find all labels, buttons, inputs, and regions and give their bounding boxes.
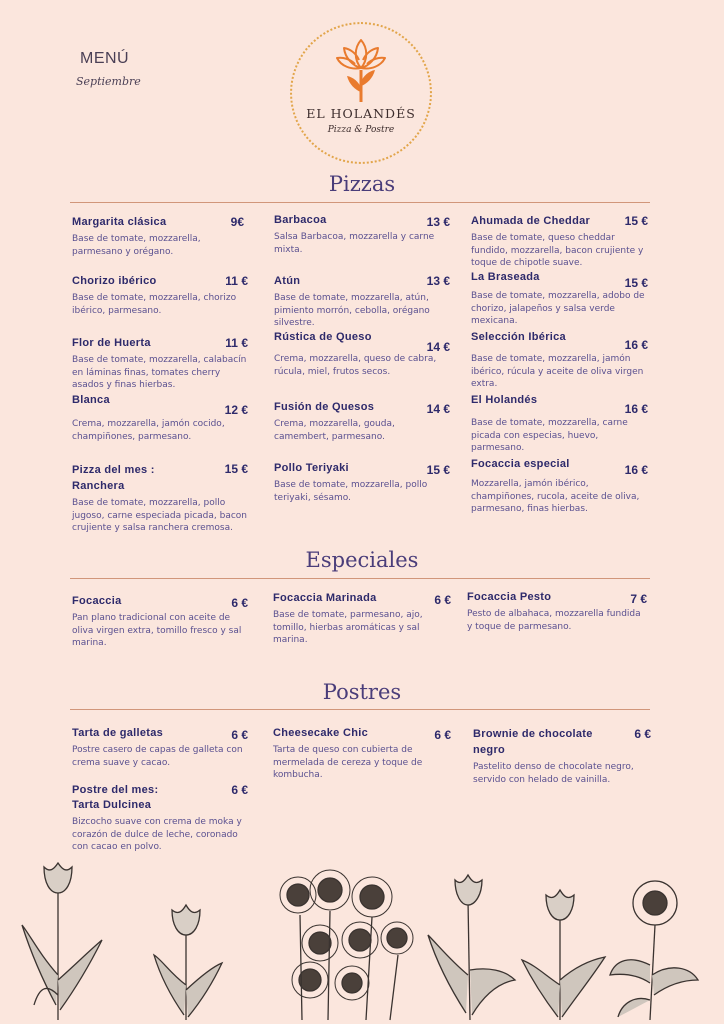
item-description: Pan plano tradicional con aceite de oliva virgen extra, tomillo fresco y sal marina.	[72, 613, 242, 648]
item-name: Brownie de chocolate negro	[473, 728, 593, 756]
item-name: Margarita clásica	[72, 216, 167, 228]
divider	[70, 202, 650, 203]
menu-item	[72, 274, 248, 317]
item-name: Focaccia Marinada	[273, 592, 377, 604]
item-price: 7 €	[630, 592, 647, 606]
menu-item	[274, 400, 450, 443]
item-name: Flor de Huerta	[72, 337, 151, 349]
item-price: 16 €	[624, 463, 648, 477]
section-title-especiales: Especiales	[305, 548, 419, 572]
item-description: Pastelito denso de chocolate negro, servido con helado de vainilla.	[473, 762, 634, 785]
item-description: Base de tomate, mozzarella, parmesano y orégano.	[72, 234, 201, 257]
menu-item	[72, 726, 248, 769]
item-price: 6 €	[231, 596, 248, 610]
item-name: Focaccia especial	[471, 458, 570, 470]
menu-item	[471, 270, 648, 328]
item-description: Bizcocho suave con crema de moka y corazón de dulce de leche, coronado con cacao en polvo.	[72, 817, 242, 852]
menu-item	[273, 726, 451, 782]
menu-item	[471, 330, 648, 391]
menu-month: Septiembre	[76, 75, 141, 88]
item-description: Base de tomate, mozzarella, pollo jugoso, carne especiada picada, bacon crujiente y salsa ranchera cremosa.	[72, 498, 247, 533]
item-price: 13 €	[426, 215, 450, 229]
menu-item	[473, 726, 651, 786]
item-price: 15 €	[624, 276, 648, 290]
item-description: Mozzarella, jamón ibérico, champiñones, rucola, aceite de oliva, parmesano, finas hierbas.	[471, 479, 640, 514]
item-description: Base de tomate, queso cheddar fundido, mozzarella, bacon crujiente y toque de chipotle suave.	[471, 233, 644, 268]
item-name: Fusión de Quesos	[274, 401, 375, 413]
item-name: El Holandés	[471, 394, 538, 406]
item-name: Ahumada de Cheddar	[471, 215, 591, 227]
item-description: Base de tomate, mozzarella, jamón ibérico, rúcula y aceite de oliva virgen extra.	[471, 354, 644, 389]
menu-item	[72, 336, 248, 392]
item-price: 15 €	[224, 462, 248, 476]
menu-item	[274, 330, 450, 378]
divider	[70, 578, 650, 579]
section-title-pizzas: Pizzas	[328, 172, 396, 196]
item-description: Crema, mozzarella, jamón cocido, champiñones, parmesano.	[72, 419, 225, 442]
item-description: Base de tomate, mozzarella, carne picada con especias, huevo, parmesano.	[471, 418, 628, 453]
brand-logo	[290, 22, 432, 164]
item-name: La Braseada	[471, 271, 540, 283]
item-name: Atún	[274, 275, 301, 287]
brand-name: EL HOLANDÉS	[306, 106, 416, 121]
menu-label: MENÚ	[80, 50, 130, 67]
item-name: Blanca	[72, 394, 110, 406]
item-description: Base de tomate, mozzarella, adobo de chorizo, jalapeños y salsa verde mexicana.	[471, 291, 645, 326]
item-name: Focaccia	[72, 595, 122, 607]
menu-item	[72, 215, 248, 258]
item-description: Tarta de queso con cubierta de mermelada de cereza y toque de kombucha.	[273, 745, 423, 780]
lotus-icon	[335, 36, 387, 104]
item-price: 15 €	[426, 463, 450, 477]
menu-item	[273, 591, 451, 647]
item-price: 6 €	[634, 727, 651, 741]
item-price: 11 €	[225, 274, 248, 288]
item-description: Pesto de albahaca, mozzarella fundida y toque de parmesano.	[467, 609, 641, 632]
item-name: Tarta de galletas	[72, 727, 164, 739]
item-name: Selección Ibérica	[471, 331, 566, 343]
item-name: Cheesecake Chic	[273, 727, 368, 739]
item-price: 13 €	[426, 274, 450, 288]
menu-item	[72, 594, 248, 650]
menu-item	[72, 393, 248, 443]
item-price: 6 €	[434, 728, 451, 742]
menu-item	[72, 783, 248, 854]
item-name: Barbacoa	[274, 214, 327, 226]
item-price: 15 €	[624, 214, 648, 228]
item-price: 16 €	[624, 402, 648, 416]
item-name: Pollo Teriyaki	[274, 462, 349, 474]
item-price: 6 €	[231, 783, 248, 797]
section-title-postres: Postres	[322, 680, 402, 704]
item-name: Postre del mes: Tarta Dulcinea	[72, 784, 159, 811]
menu-item	[467, 590, 647, 633]
menu-item	[471, 214, 648, 270]
item-price: 6 €	[434, 593, 451, 607]
item-description: Crema, mozzarella, gouda, camembert, parmesano.	[274, 419, 395, 442]
item-name: Pizza del mes : Ranchera	[72, 464, 155, 492]
item-description: Crema, mozzarella, queso de cabra, rúcula, miel, frutos secos.	[274, 354, 437, 377]
menu-item	[274, 461, 450, 504]
item-description: Salsa Barbacoa, mozzarella y carne mixta.	[274, 232, 435, 255]
divider	[70, 709, 650, 710]
item-name: Rústica de Queso	[274, 331, 372, 343]
botanical-illustration	[0, 855, 724, 1024]
item-price: 6 €	[231, 728, 248, 742]
item-name: Focaccia Pesto	[467, 591, 552, 603]
menu-item	[471, 393, 648, 455]
item-price: 14 €	[426, 402, 450, 416]
item-description: Base de tomate, mozzarella, calabacín en láminas finas, tomates cherry asados y finas hierbas.	[72, 355, 247, 390]
item-description: Postre casero de capas de galleta con crema suave y cacao.	[72, 745, 243, 768]
item-name: Chorizo ibérico	[72, 275, 157, 287]
item-price: 12 €	[224, 403, 248, 417]
menu-item	[274, 213, 450, 256]
item-price: 14 €	[426, 340, 450, 354]
item-price: 11 €	[225, 336, 248, 350]
item-price: 16 €	[624, 338, 648, 352]
menu-item	[72, 462, 248, 535]
item-description: Base de tomate, mozzarella, atún, pimiento morrón, cebolla, orégano silvestre.	[274, 293, 430, 328]
item-description: Base de tomate, parmesano, ajo, tomillo, hierbas aromáticas y sal marina.	[273, 610, 423, 645]
item-description: Base de tomate, mozzarella, pollo teriyaki, sésamo.	[274, 480, 428, 503]
menu-item	[471, 457, 648, 516]
brand-tagline: Pizza & Postre	[327, 125, 395, 135]
menu-item	[274, 274, 450, 330]
item-description: Base de tomate, mozzarella, chorizo ibérico, parmesano.	[72, 293, 237, 316]
item-price: 9€	[230, 215, 244, 229]
